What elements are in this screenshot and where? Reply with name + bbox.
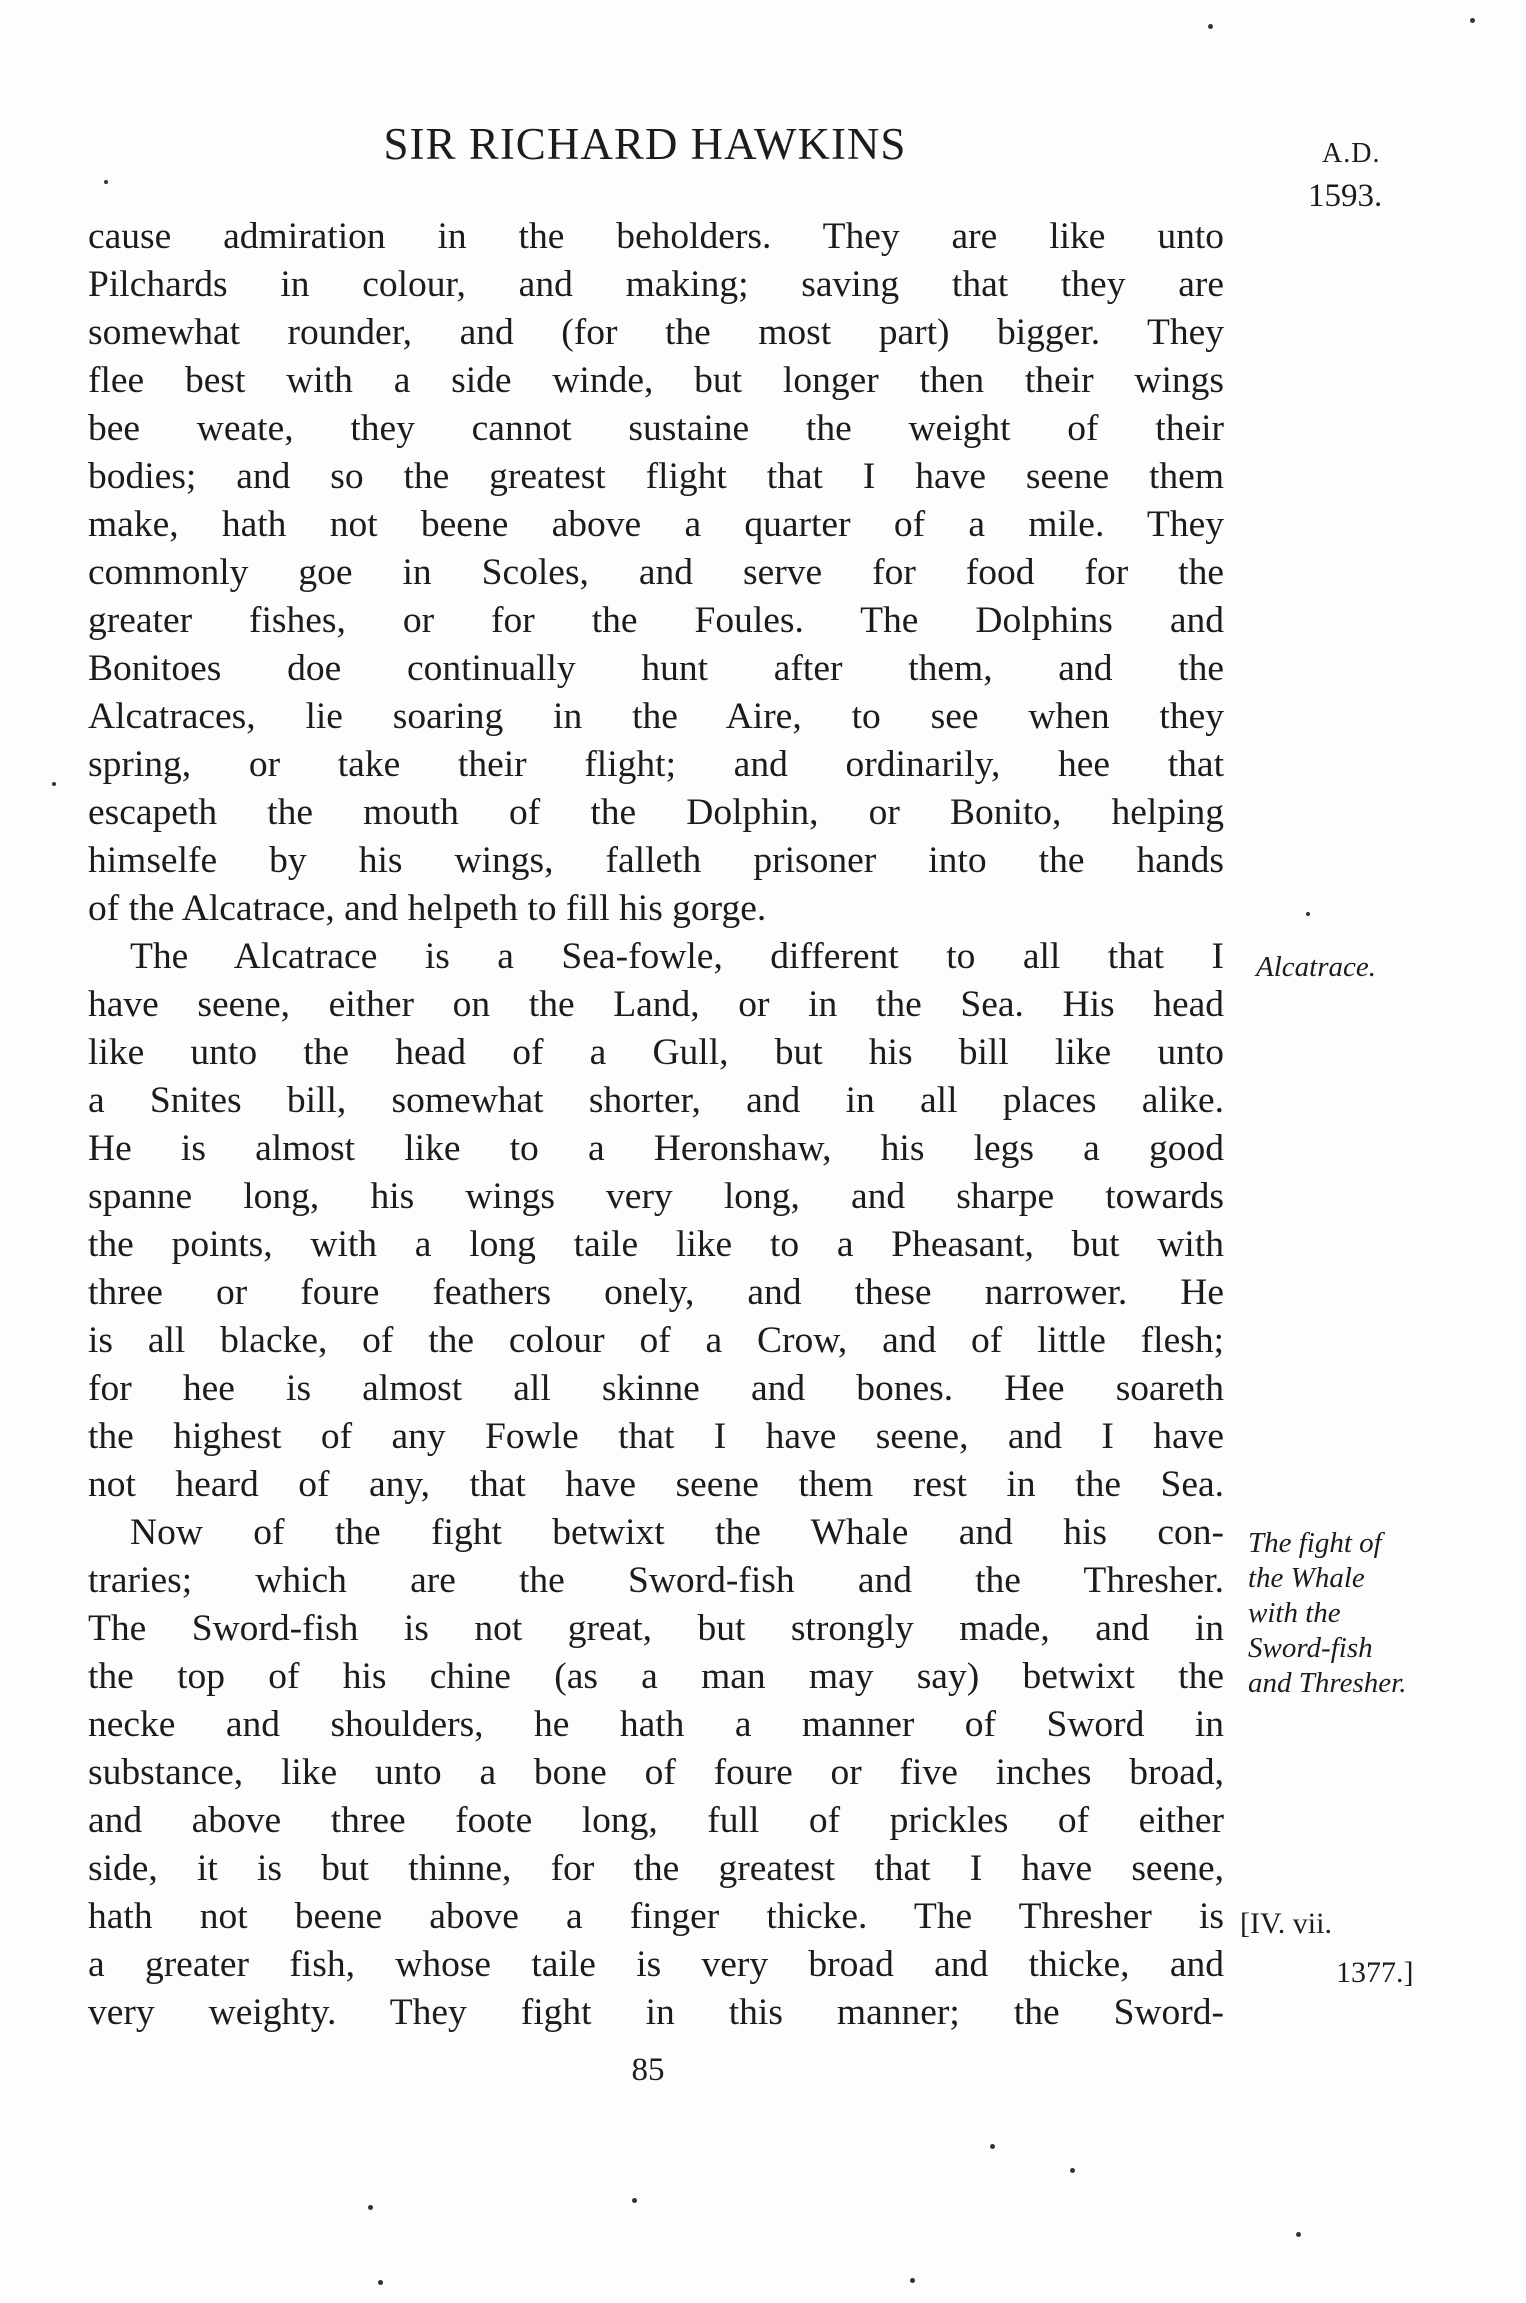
text-line: somewhat rounder, and (for the most part) bigger. They xyxy=(88,312,1224,353)
scan-speck xyxy=(1070,2168,1075,2173)
text-line: traries; which are the Sword-fish and the Thresher. xyxy=(88,1560,1224,1601)
text-line: bee weate, they cannot sustaine the weight of their xyxy=(88,408,1224,449)
running-title: SIR RICHARD HAWKINS xyxy=(383,119,907,169)
text-line: a Snites bill, somewhat shorter, and in all places alike. xyxy=(88,1080,1224,1121)
text-line: side, it is but thinne, for the greatest that I have seene, xyxy=(88,1848,1224,1889)
margin-note-line: and Thresher. xyxy=(1248,1667,1407,1699)
text-line: for hee is almost all skinne and bones. Hee soareth xyxy=(88,1368,1224,1409)
scan-speck xyxy=(52,782,56,786)
text-line: the points, with a long taile like to a Pheasant, but with xyxy=(88,1224,1224,1265)
text-line: The Alcatrace is a Sea-fowle, different to all that I xyxy=(130,936,1224,977)
text-line: like unto the head of a Gull, but his bill like unto xyxy=(88,1032,1224,1073)
text-line: spring, or take their flight; and ordinarily, hee that xyxy=(88,744,1224,785)
text-line: substance, like unto a bone of foure or five inches broad, xyxy=(88,1752,1224,1793)
text-line: necke and shoulders, he hath a manner of Sword in xyxy=(88,1704,1224,1745)
text-line: himselfe by his wings, falleth prisoner into the hands xyxy=(88,840,1224,881)
text-line: Pilchards in colour, and making; saving that they are xyxy=(88,264,1224,305)
text-line: The Sword-fish is not great, but strongly made, and in xyxy=(88,1608,1224,1649)
scan-speck xyxy=(1470,18,1475,23)
text-line: three or foure feathers onely, and these narrower. He xyxy=(88,1272,1224,1313)
scan-speck xyxy=(990,2144,995,2149)
margin-note-line: the Whale xyxy=(1248,1562,1365,1594)
text-line: very weighty. They fight in this manner; the Sword- xyxy=(88,1992,1224,2033)
text-line: flee best with a side winde, but longer then their wings xyxy=(88,360,1224,401)
margin-note-line: with the xyxy=(1248,1597,1341,1629)
margin-note-line: The fight of xyxy=(1248,1527,1382,1559)
text-line: He is almost like to a Heronshaw, his legs a good xyxy=(88,1128,1224,1169)
text-line: commonly goe in Scoles, and serve for food for the xyxy=(88,552,1224,593)
text-line: hath not beene above a finger thicke. The Thresher is xyxy=(88,1896,1224,1937)
text-line: is all blacke, of the colour of a Crow, and of little flesh; xyxy=(88,1320,1224,1361)
text-line: escapeth the mouth of the Dolphin, or Bonito, helping xyxy=(88,792,1224,833)
scan-speck xyxy=(632,2198,637,2203)
text-line: not heard of any, that have seene them rest in the Sea. xyxy=(88,1464,1224,1505)
margin-ref-page: 1377.] xyxy=(1336,1956,1414,1989)
margin-note-line: Sword-fish xyxy=(1248,1632,1373,1664)
text-line: a greater fish, whose taile is very broad and thicke, and xyxy=(88,1944,1224,1985)
text-line: make, hath not beene above a quarter of a mile. They xyxy=(88,504,1224,545)
text-line: cause admiration in the beholders. They are like unto xyxy=(88,216,1224,257)
scan-speck xyxy=(378,2280,383,2285)
text-line: have seene, either on the Land, or in the Sea. His head xyxy=(88,984,1224,1025)
scan-speck xyxy=(104,180,108,184)
margin-note-alcatrace: Alcatrace. xyxy=(1256,951,1376,983)
text-line: and above three foote long, full of prickles of either xyxy=(88,1800,1224,1841)
text-line: Alcatraces, lie soaring in the Aire, to see when they xyxy=(88,696,1224,737)
margin-ref-volume: [IV. vii. xyxy=(1240,1907,1332,1940)
page-number: 85 xyxy=(631,2052,665,2088)
text-line: Now of the fight betwixt the Whale and his con- xyxy=(130,1512,1224,1553)
scan-speck xyxy=(1306,912,1310,916)
text-line: Bonitoes doe continually hunt after them, and the xyxy=(88,648,1224,689)
text-line: bodies; and so the greatest flight that I have seene them xyxy=(88,456,1224,497)
text-line: the top of his chine (as a man may say) betwixt the xyxy=(88,1656,1224,1697)
year-label: A.D. xyxy=(1322,138,1381,169)
text-line: of the Alcatrace, and helpeth to fill his gorge. xyxy=(88,888,767,929)
scan-speck xyxy=(1208,24,1213,29)
text-line: spanne long, his wings very long, and sharpe towards xyxy=(88,1176,1224,1217)
text-line: the highest of any Fowle that I have seene, and I have xyxy=(88,1416,1224,1457)
year-value: 1593. xyxy=(1308,178,1383,214)
scan-speck xyxy=(1296,2232,1301,2237)
scan-speck xyxy=(910,2278,915,2283)
text-line: greater fishes, or for the Foules. The Dolphins and xyxy=(88,600,1224,641)
scan-speck xyxy=(368,2205,373,2210)
